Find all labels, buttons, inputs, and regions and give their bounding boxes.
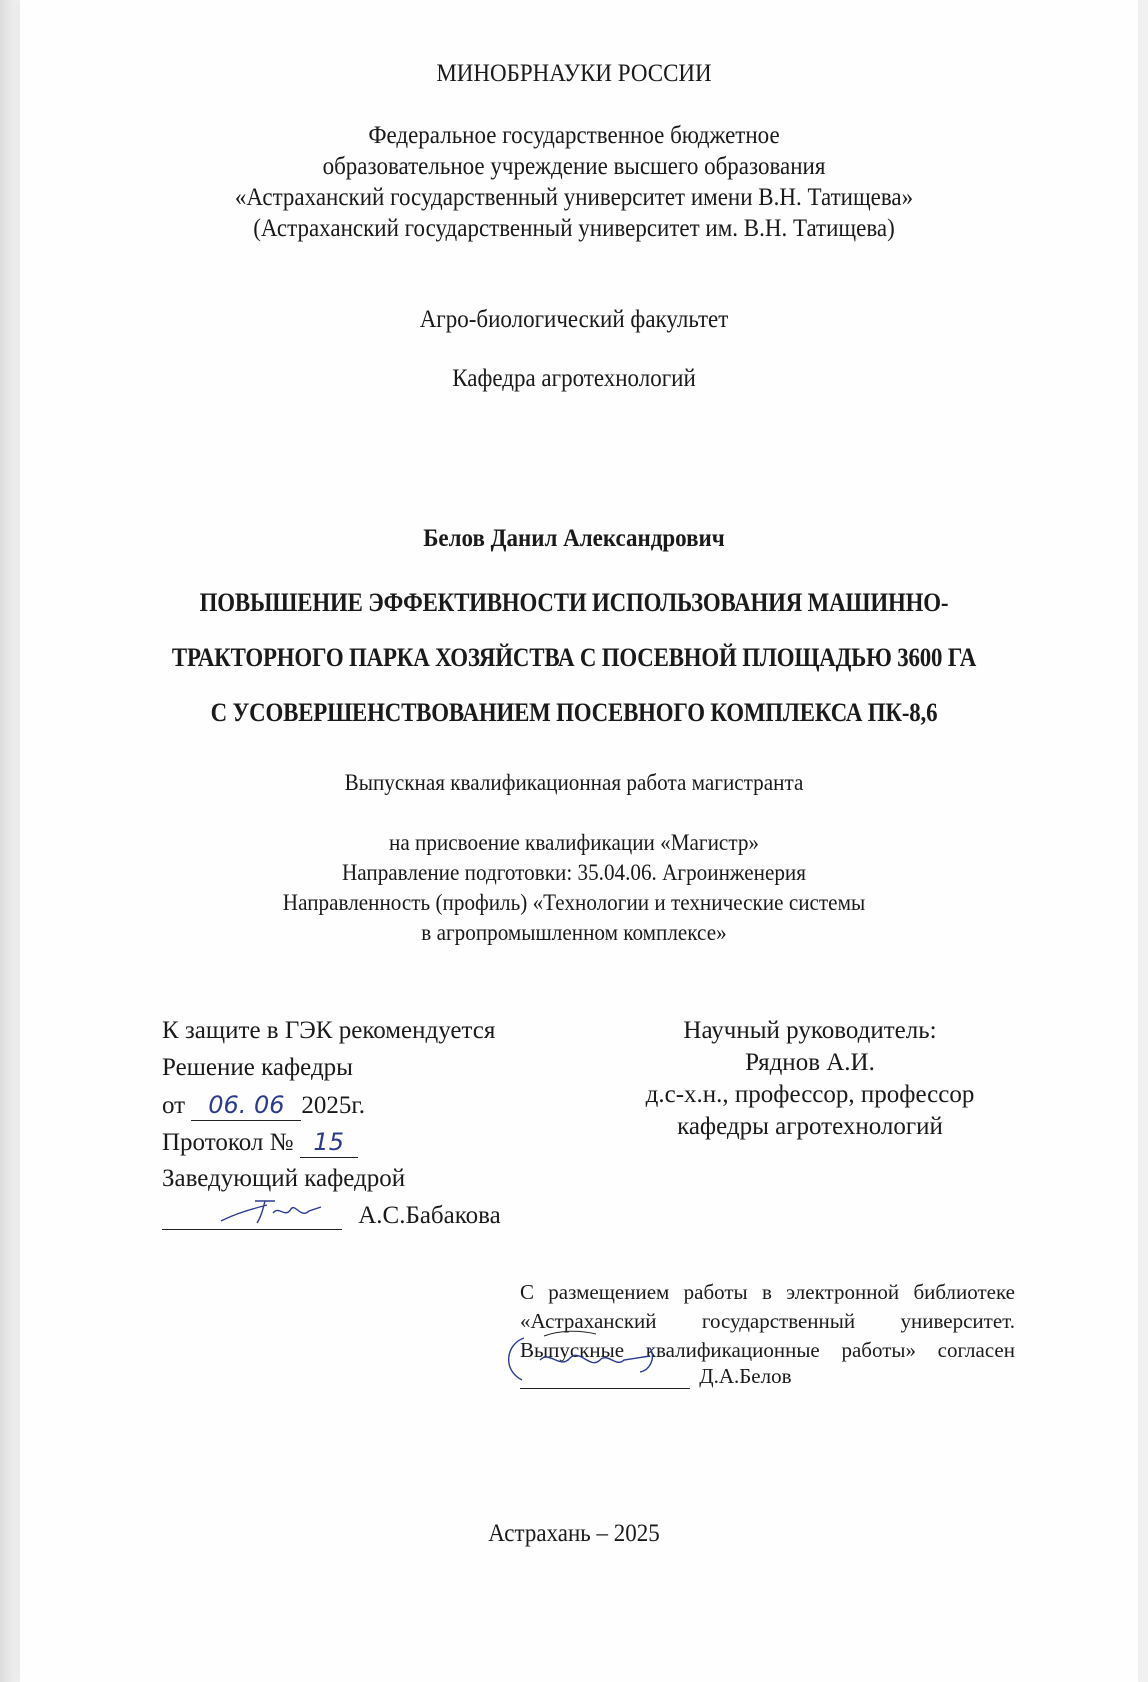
institution-line-2: образовательное учреждение высшего образования <box>322 153 826 180</box>
author-signature-icon <box>500 1330 690 1390</box>
qualification-line-4: в агропромышленном комплексе» <box>421 920 727 945</box>
supervisor-title: д.с-х.н., профессор, профессор <box>645 1081 975 1108</box>
thesis-title-line-3: С УСОВЕРШЕНСТВОВАНИЕМ ПОСЕВНОГО КОМПЛЕКСА ПК-8,6 <box>210 698 938 727</box>
qualification-line-3: Направленность (профиль) «Технологии и технические системы <box>282 890 866 915</box>
institution-line-3: «Астраханский государственный университет имени В.Н. Татищева» <box>234 184 914 211</box>
protocol-label: Протокол № <box>162 1129 294 1156</box>
author-name: Белов Данил Александрович <box>423 525 725 552</box>
ministry-heading: МИНОБРНАУКИ РОССИИ <box>436 60 712 87</box>
protocol-handwritten: 15 <box>313 1128 344 1156</box>
city-year: Астрахань – 2025 <box>488 1520 660 1547</box>
consent-signer: Д.А.Белов <box>699 1364 792 1388</box>
institution-line-1: Федеральное государственное бюджетное <box>368 122 780 149</box>
date-field <box>191 1091 301 1121</box>
work-type: Выпускная квалификационная работа магистранта <box>344 770 804 795</box>
institution-line-4: (Астраханский государственный университет им. В.Н. Татищева) <box>253 215 895 242</box>
date-suffix: 2025г. <box>301 1092 366 1119</box>
scan-edge-shadow <box>0 0 20 1682</box>
consent-signature-line <box>520 1366 690 1389</box>
head-signature-row <box>162 1202 501 1230</box>
defense-recommended: К защите в ГЭК рекомендуется <box>162 1017 496 1044</box>
supervisor-label: Научный руководитель: <box>683 1017 937 1044</box>
head-signature-icon <box>217 1193 327 1229</box>
defense-decision: Решение кафедры <box>162 1054 353 1081</box>
supervisor-name: Ряднов А.И. <box>745 1049 875 1076</box>
consent-line-2: «Астраханский государственный университет. <box>520 1309 1015 1333</box>
head-signature-line <box>162 1203 342 1230</box>
date-prefix: от <box>162 1092 186 1119</box>
consent-line-1: С размещением работы в электронной библиотеке <box>520 1280 1015 1304</box>
protocol-field <box>300 1128 358 1158</box>
date-handwritten: 06. 06 <box>208 1091 285 1119</box>
faculty-name: Агро-биологический факультет <box>419 306 729 333</box>
supervisor-dept: кафедры агротехнологий <box>677 1113 943 1140</box>
defense-date-row <box>162 1091 365 1121</box>
consent-signature-row <box>520 1364 792 1389</box>
thesis-title-line-1: ПОВЫШЕНИЕ ЭФФЕКТИВНОСТИ ИСПОЛЬЗОВАНИЯ МАШИННО- <box>199 588 949 617</box>
qualification-line-2: Направление подготовки: 35.04.06. Агроинженерия <box>341 860 806 885</box>
thesis-title-line-2: ТРАКТОРНОГО ПАРКА ХОЗЯЙСТВА С ПОСЕВНОЙ ПЛОЩАДЬЮ 3600 ГА <box>171 643 977 672</box>
head-name: А.С.Бабакова <box>358 1202 501 1229</box>
head-label: Заведующий кафедрой <box>162 1165 406 1192</box>
consent-line-3: Выпускные квалификационные работы» согласен <box>520 1338 1015 1362</box>
protocol-row <box>162 1128 358 1158</box>
qualification-line-1: на присвоение квалификации «Магистр» <box>389 830 759 855</box>
department-name: Кафедра агротехнологий <box>452 365 696 392</box>
